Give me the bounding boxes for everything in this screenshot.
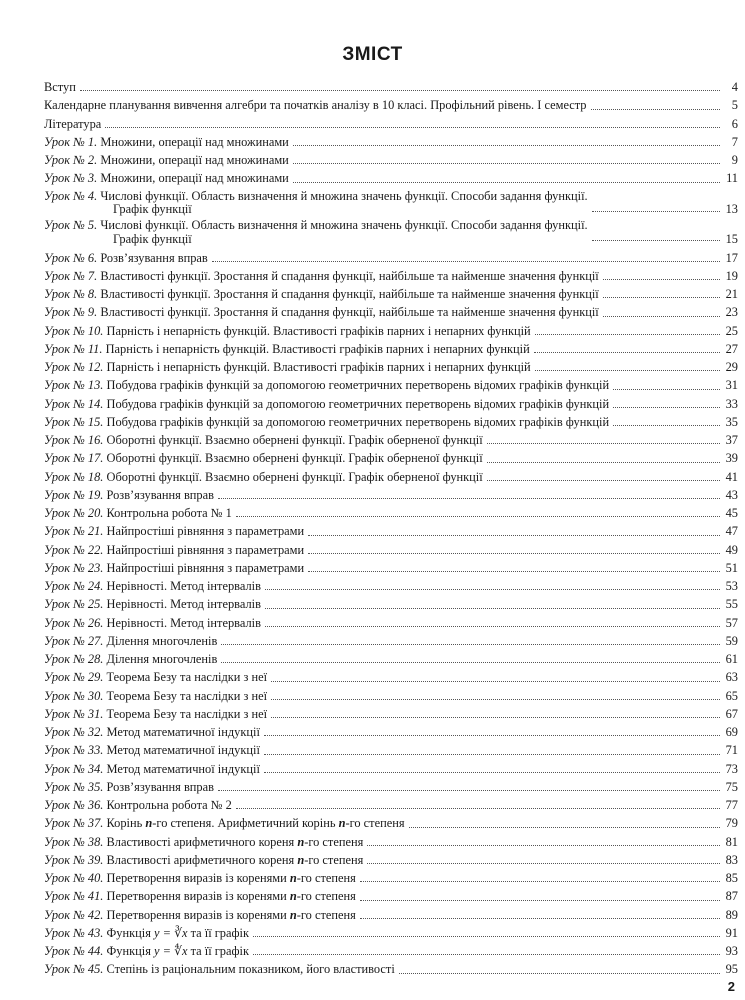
dot-leader [264, 735, 720, 736]
page-ref: 55 [725, 597, 738, 612]
lesson-number: Урок № 3. [44, 171, 98, 186]
page-ref: 77 [725, 798, 738, 812]
lesson-title: Властивості функції. Зростання й спадання функції, найбільше та найменше значення функції [100, 305, 599, 320]
toc-entry-text [44, 169, 289, 187]
page-ref: 7 [731, 134, 738, 149]
page-ref: 81 [725, 834, 738, 849]
toc-entry-text [44, 741, 260, 759]
lesson-title: Контрольна робота № 2 [106, 798, 232, 812]
toc-entry [44, 376, 738, 394]
page-ref: 23 [725, 305, 738, 320]
dot-leader [409, 827, 720, 828]
page-number: 2 [727, 979, 735, 994]
dot-leader [293, 182, 720, 183]
lesson-number: Урок № 34. [44, 761, 104, 776]
page-ref: 39 [725, 451, 738, 466]
lesson-title: Нерівності. Метод інтервалів [106, 597, 261, 612]
dot-leader [80, 90, 720, 91]
toc-entry-text [44, 632, 217, 650]
lesson-title: Числові функції. Область визначення й множина значень функції. Способи задання функції. [100, 188, 588, 203]
toc-entry-text [44, 303, 599, 321]
toc-entry-text [44, 340, 530, 358]
page-ref: 57 [725, 615, 738, 630]
toc-entry [44, 219, 738, 246]
lesson-title: Розв’язування вправ [106, 779, 214, 794]
toc-entry-text [44, 960, 395, 978]
toc-entry [44, 705, 738, 723]
lesson-number: Урок № 43. [44, 925, 104, 940]
toc-entry-text [44, 541, 304, 559]
toc-entry [44, 668, 738, 686]
lesson-number: Урок № 28. [44, 652, 104, 666]
toc-entry [44, 942, 738, 960]
toc-entry-text [44, 723, 260, 741]
lesson-number: Урок № 2. [44, 153, 98, 167]
toc-entry-text [44, 115, 101, 133]
page-ref: 53 [725, 579, 738, 593]
lesson-number: Урок № 35. [44, 779, 104, 794]
page-ref: 85 [725, 871, 738, 885]
lesson-number: Урок № 29. [44, 670, 104, 685]
toc-entry-text [44, 322, 531, 340]
lesson-title: Метод математичної індукції [106, 725, 260, 739]
toc-entry [44, 431, 738, 449]
dot-leader [360, 881, 720, 882]
page-ref: 33 [725, 396, 738, 411]
dot-leader [603, 316, 720, 317]
lesson-title: Оборотні функції. Взаємно обернені функції. Графік оберненої функції [106, 469, 483, 484]
toc-entry-text [44, 449, 483, 467]
toc-entry [44, 504, 738, 522]
toc-entry [44, 887, 738, 905]
page-ref: 37 [725, 433, 738, 447]
toc-entry-text [44, 650, 217, 668]
dot-leader [271, 681, 720, 682]
dot-leader [236, 516, 720, 517]
lesson-number: Урок № 45. [44, 962, 104, 977]
page-ref: 83 [725, 852, 738, 867]
toc-entry [44, 614, 738, 632]
page-ref: 87 [725, 889, 738, 904]
lesson-number: Урок № 18. [44, 469, 104, 484]
dot-leader [360, 918, 720, 919]
lesson-number: Урок № 14. [44, 396, 104, 411]
toc-entry-text [44, 78, 76, 96]
dot-leader [534, 352, 720, 353]
lesson-title: Парність і непарність функцій. Властивості графіків парних і непарних функцій [106, 323, 531, 338]
lesson-title: Ділення многочленів [106, 633, 218, 648]
toc-entry [44, 322, 738, 340]
dot-leader [367, 863, 720, 864]
dot-leader [591, 109, 720, 110]
page-ref: 19 [725, 268, 738, 283]
toc-entry [44, 395, 738, 413]
lesson-number: Урок № 6. [44, 250, 98, 265]
page-ref: 79 [725, 816, 738, 831]
lesson-number: Урок № 41. [44, 889, 104, 904]
lesson-title: Вступ [44, 80, 76, 94]
toc-entry [44, 133, 738, 151]
toc-entry-text [44, 760, 260, 778]
toc-entry [44, 760, 738, 778]
toc-entry [44, 741, 738, 759]
page-ref: 59 [725, 633, 738, 648]
toc-entry [44, 169, 738, 187]
dot-leader [265, 626, 720, 627]
toc-entry [44, 687, 738, 705]
lesson-title: Перетворення виразів із коренями n-го степеня [106, 889, 356, 904]
lesson-title: Найпростіші рівняння з параметрами [106, 542, 305, 557]
toc-entry [44, 723, 738, 741]
toc-entry-text [44, 504, 232, 522]
toc-entry-text [44, 559, 304, 577]
lesson-title: Перетворення виразів із коренями n-го степеня [106, 871, 356, 885]
toc-entry [44, 249, 738, 267]
dot-leader [253, 954, 720, 955]
dot-leader [603, 279, 720, 280]
toc-entry-text [44, 413, 609, 431]
lesson-number: Урок № 42. [44, 907, 104, 922]
toc-entry-text [44, 668, 267, 686]
page-ref: 95 [725, 962, 738, 977]
lesson-number: Урок № 19. [44, 487, 104, 502]
page-ref: 71 [725, 743, 738, 758]
toc-entry-text [44, 486, 214, 504]
lesson-number: Урок № 39. [44, 852, 104, 867]
toc-entry-text [44, 395, 609, 413]
lesson-title: Корінь n-го степеня. Арифметичний корінь n-го степеня [106, 816, 405, 831]
dot-leader [592, 211, 720, 212]
dot-leader [399, 973, 720, 974]
toc-entry [44, 851, 738, 869]
lesson-number: Урок № 40. [44, 871, 104, 885]
toc-entry-text [44, 851, 363, 869]
toc-entry-text [44, 358, 531, 376]
toc-entry [44, 778, 738, 796]
toc-entry [44, 449, 738, 467]
page-ref: 67 [725, 706, 738, 721]
lesson-number: Урок № 27. [44, 633, 104, 648]
lesson-number: Урок № 33. [44, 743, 104, 758]
lesson-number: Урок № 16. [44, 433, 104, 447]
lesson-title: Властивості арифметичного кореня n-го степеня [106, 834, 364, 849]
page-ref: 11 [726, 171, 738, 186]
toc-entry-text [44, 833, 363, 851]
dot-leader [253, 936, 720, 937]
page-ref: 91 [725, 925, 738, 940]
lesson-title: Література [44, 116, 102, 131]
lesson-title: Контрольна робота № 1 [106, 506, 232, 520]
dot-leader [487, 462, 720, 463]
lesson-number: Урок № 11. [44, 341, 103, 356]
lesson-title: Парність і непарність функцій. Властивості графіків парних і непарних функцій [105, 341, 530, 356]
page-ref: 73 [725, 761, 738, 776]
lesson-number: Урок № 7. [44, 268, 98, 283]
dot-leader [265, 608, 720, 609]
lesson-title: Перетворення виразів із коренями n-го степеня [106, 907, 356, 922]
table-of-contents [44, 78, 738, 979]
toc-entry [44, 468, 738, 486]
toc-entry [44, 303, 738, 321]
toc-entry [44, 413, 738, 431]
toc-entry-text [44, 705, 267, 723]
toc-entry-text [44, 267, 599, 285]
toc-entry [44, 285, 738, 303]
page-ref: 49 [725, 542, 738, 557]
toc-entry [44, 522, 738, 540]
toc-entry-text [44, 190, 588, 217]
dot-leader [367, 845, 720, 846]
toc-entry [44, 115, 738, 133]
toc-entry-text [44, 219, 588, 246]
lesson-title: Побудова графіків функцій за допомогою геометричних перетворень відомих графіків функцій [106, 414, 610, 429]
lesson-title: Побудова графіків функцій за допомогою геометричних перетворень відомих графіків функцій [106, 396, 610, 411]
lesson-title: Найпростіші рівняння з параметрами [106, 560, 305, 575]
page-ref: 65 [725, 688, 738, 703]
lesson-number: Урок № 17. [44, 451, 104, 466]
toc-entry-text [44, 577, 261, 595]
toc-entry-text [44, 869, 356, 887]
toc-entry [44, 650, 738, 668]
lesson-number: Урок № 37. [44, 816, 104, 831]
page-ref: 47 [725, 524, 738, 539]
toc-entry-text [44, 376, 609, 394]
dot-leader [293, 145, 720, 146]
dot-leader [592, 240, 720, 241]
page-ref: 17 [725, 250, 738, 265]
lesson-title: Множини, операції над множинами [100, 134, 289, 149]
page-ref: 93 [725, 944, 738, 958]
toc-entry [44, 340, 738, 358]
lesson-number: Урок № 5. [44, 218, 98, 232]
lesson-number: Урок № 24. [44, 579, 104, 593]
toc-entry [44, 486, 738, 504]
toc-entry [44, 796, 738, 814]
lesson-title: Властивості функції. Зростання й спадання функції, найбільше та найменше значення функції [100, 287, 599, 301]
dot-leader [264, 754, 720, 755]
page-ref: 13 [725, 202, 738, 216]
page-ref: 6 [731, 116, 738, 131]
lesson-number: Урок № 8. [44, 287, 98, 301]
page-ref: 43 [725, 487, 738, 502]
lesson-number: Урок № 1. [44, 134, 98, 149]
lesson-number: Урок № 31. [44, 706, 104, 721]
page-ref: 9 [731, 153, 738, 167]
toc-entry-text [44, 796, 232, 814]
lesson-number: Урок № 23. [44, 560, 104, 575]
lesson-title: Ділення многочленів [106, 652, 218, 666]
toc-entry-text [44, 595, 261, 613]
dot-leader [236, 808, 720, 809]
lesson-title: Властивості арифметичного кореня n-го степеня [106, 852, 364, 867]
page-ref: 51 [725, 560, 738, 575]
lesson-number: Урок № 21. [44, 524, 104, 539]
lesson-title-continuation: Графік функції [113, 231, 192, 246]
lesson-number: Урок № 13. [44, 378, 104, 393]
toc-entry-text [44, 151, 289, 169]
lesson-title: Парність і непарність функцій. Властивості графіків парних і непарних функцій [106, 360, 531, 374]
lesson-title-continuation: Графік функції [113, 202, 192, 216]
lesson-title: Календарне планування вивчення алгебри та початків аналізу в 10 класі. Профільний рівень. І семестр [44, 98, 587, 113]
toc-entry [44, 267, 738, 285]
toc-entry [44, 632, 738, 650]
toc-entry-text [44, 906, 356, 924]
page-ref: 63 [725, 670, 738, 685]
toc-entry-text [44, 133, 289, 151]
lesson-title: Нерівності. Метод інтервалів [106, 579, 261, 593]
dot-leader [308, 535, 720, 536]
page-ref: 5 [731, 98, 738, 113]
dot-leader [218, 498, 720, 499]
toc-entry [44, 814, 738, 832]
lesson-number: Урок № 15. [44, 414, 104, 429]
lesson-title: Степінь із раціональним показником, його властивості [106, 962, 395, 977]
lesson-title: Метод математичної індукції [106, 743, 260, 758]
lesson-title: Множини, операції над множинами [100, 171, 289, 186]
lesson-title: Функція y = ∜x та її графік [106, 944, 249, 958]
toc-entry-text [44, 778, 214, 796]
toc-entry [44, 833, 738, 851]
dot-leader [535, 334, 720, 335]
toc-entry [44, 358, 738, 376]
dot-leader [487, 480, 720, 481]
dot-leader [308, 553, 720, 554]
dot-leader [221, 644, 720, 645]
lesson-title: Властивості функції. Зростання й спадання функції, найбільше та найменше значення функції [100, 268, 599, 283]
toc-entry-text [44, 687, 267, 705]
lesson-title: Теорема Безу та наслідки з неї [106, 688, 268, 703]
lesson-number: Урок № 38. [44, 834, 104, 849]
lesson-number: Урок № 25. [44, 597, 104, 612]
toc-entry [44, 924, 738, 942]
lesson-title: Розв’язування вправ [106, 487, 214, 502]
toc-entry-text [44, 924, 249, 942]
dot-leader [308, 571, 720, 572]
lesson-title: Теорема Безу та наслідки з неї [106, 670, 268, 685]
toc-entry [44, 906, 738, 924]
toc-entry [44, 190, 738, 217]
lesson-number: Урок № 26. [44, 615, 104, 630]
page-ref: 31 [725, 378, 738, 393]
lesson-number: Урок № 22. [44, 542, 104, 557]
lesson-title: Числові функції. Область визначення й множина значень функції. Способи задання функції. [100, 218, 588, 232]
dot-leader [535, 370, 720, 371]
page-ref: 4 [731, 80, 738, 94]
toc-entry [44, 151, 738, 169]
dot-leader [271, 699, 720, 700]
page-ref: 89 [725, 907, 738, 922]
lesson-title: Функція y = ∛x та її графік [106, 925, 249, 940]
lesson-number: Урок № 12. [44, 360, 104, 374]
lesson-number: Урок № 9. [44, 305, 98, 320]
lesson-title: Теорема Безу та наслідки з неї [106, 706, 268, 721]
dot-leader [613, 389, 720, 390]
toc-entry [44, 595, 738, 613]
lesson-title: Розв’язування вправ [100, 250, 208, 265]
page-ref: 61 [725, 652, 738, 666]
lesson-title: Метод математичної індукції [106, 761, 260, 776]
toc-entry-text [44, 431, 483, 449]
lesson-number: Урок № 30. [44, 688, 104, 703]
lesson-number: Урок № 4. [44, 188, 98, 203]
page-ref: 75 [725, 779, 738, 794]
toc-entry [44, 559, 738, 577]
page-ref: 35 [725, 414, 738, 429]
toc-entry-text [44, 942, 249, 960]
toc-entry [44, 869, 738, 887]
dot-leader [265, 589, 720, 590]
toc-entry-text [44, 814, 405, 832]
lesson-title: Нерівності. Метод інтервалів [106, 615, 261, 630]
toc-entry-text [44, 614, 261, 632]
lesson-number: Урок № 32. [44, 725, 104, 739]
lesson-title: Побудова графіків функцій за допомогою геометричних перетворень відомих графіків функцій [106, 378, 610, 393]
dot-leader [218, 790, 720, 791]
lesson-number: Урок № 10. [44, 323, 104, 338]
dot-leader [360, 900, 720, 901]
lesson-title: Множини, операції над множинами [100, 153, 289, 167]
lesson-number: Урок № 36. [44, 798, 104, 812]
dot-leader [487, 443, 720, 444]
lesson-title: Оборотні функції. Взаємно обернені функції. Графік оберненої функції [106, 451, 483, 466]
dot-leader [603, 297, 720, 298]
toc-entry [44, 96, 738, 114]
toc-entry-text [44, 96, 587, 114]
dot-leader [105, 127, 720, 128]
toc-entry [44, 78, 738, 96]
lesson-number: Урок № 20. [44, 506, 104, 520]
toc-entry-text [44, 522, 304, 540]
dot-leader [212, 261, 720, 262]
lesson-title: Найпростіші рівняння з параметрами [106, 524, 305, 539]
dot-leader [271, 717, 720, 718]
toc-entry-text [44, 249, 208, 267]
dot-leader [221, 662, 720, 663]
page-ref: 45 [725, 506, 738, 520]
page-ref: 27 [725, 341, 738, 356]
toc-entry [44, 960, 738, 978]
dot-leader [293, 163, 720, 164]
toc-entry-text [44, 468, 483, 486]
page-ref: 41 [725, 469, 738, 484]
page-ref: 69 [725, 725, 738, 739]
page-ref: 29 [725, 360, 738, 374]
dot-leader [613, 407, 720, 408]
lesson-title: Оборотні функції. Взаємно обернені функції. Графік оберненої функції [106, 433, 483, 447]
toc-entry-text [44, 887, 356, 905]
toc-entry [44, 577, 738, 595]
dot-leader [613, 425, 720, 426]
page-title: ЗМІСТ [342, 44, 403, 65]
dot-leader [264, 772, 720, 773]
page-ref: 15 [725, 231, 738, 246]
lesson-number: Урок № 44. [44, 944, 104, 958]
toc-entry-text [44, 285, 599, 303]
page-ref: 25 [725, 323, 738, 338]
toc-entry [44, 541, 738, 559]
page-ref: 21 [725, 287, 738, 301]
